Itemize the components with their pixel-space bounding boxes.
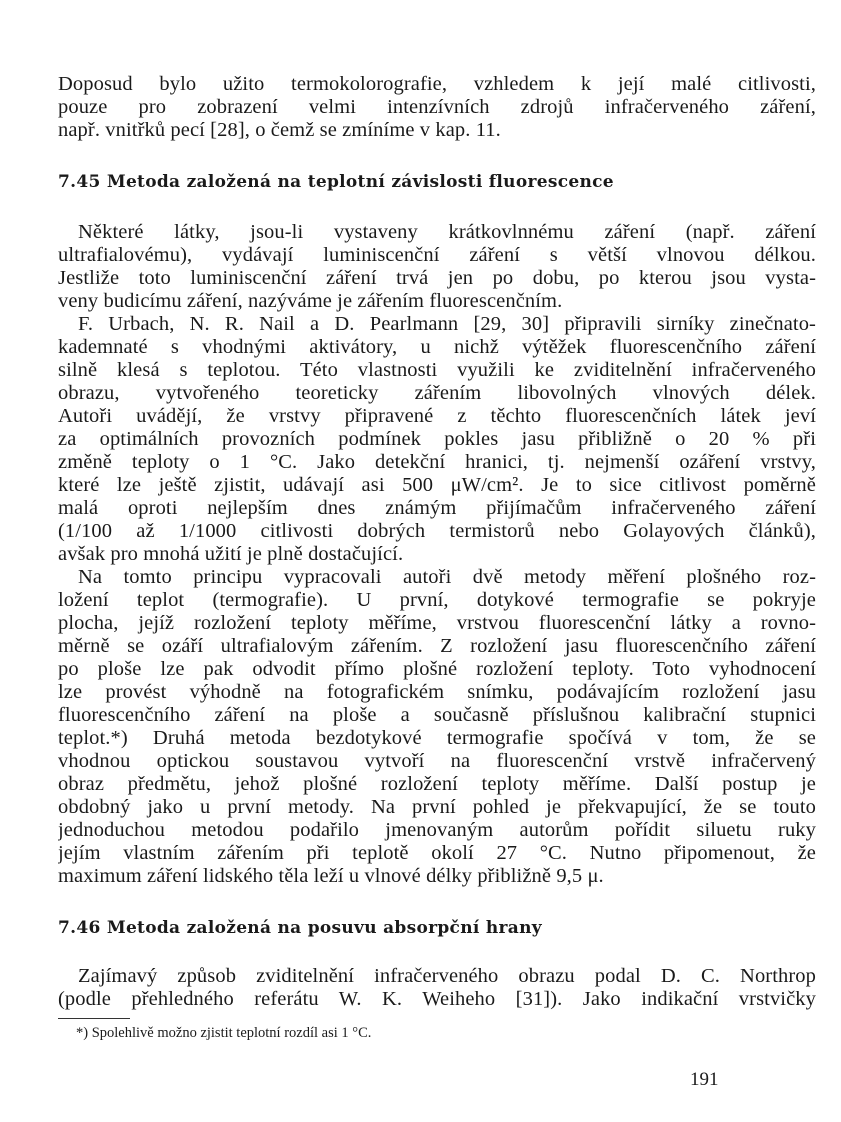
text-line: měrně se ozáří ultrafialovým zářením. Z rozložení jasu fluorescenčního záření <box>58 635 816 657</box>
text-line: jejím vlastním zářením při teplotě okolí 27 °C. Nutno připomenout, že <box>58 842 816 864</box>
text-line: které lze ještě zjistit, udávají asi 500 μW/cm². Je to sice citlivost poměrně <box>58 474 816 496</box>
text-line: fluorescenčního záření na ploše a současně příslušnou kalibrační stupnici <box>58 704 816 726</box>
section-heading-7-46: 7.46 Metoda založená na posuvu absorpční hrany <box>58 918 542 938</box>
text-line: Doposud bylo užito termokolorografie, vzhledem k její malé citlivosti, <box>58 73 816 95</box>
text-line: jednoduchou metodou podařilo jmenovaným autorům pořídit siluetu ruky <box>58 819 816 841</box>
text-line: ultrafialovému), vydávají luminiscenční záření s větší vlnovou délkou. <box>58 244 816 266</box>
text-line: změně teploty o 1 °C. Jako detekční hranici, tj. nejmenší ozáření vrstvy, <box>58 451 816 473</box>
text-line: obdobný jako u první metody. Na první pohled je překvapující, že se touto <box>58 796 816 818</box>
text-line: např. vnitřků pecí [28], o čemž se zmíníme v kap. 11. <box>58 119 501 141</box>
text-line: vhodnou optickou soustavou vytvoří na fluorescenční vrstvě infračervený <box>58 750 816 772</box>
text-line: Autoři uvádějí, že vrstvy připravené z těchto fluorescenčních látek jeví <box>58 405 816 427</box>
text-line: Na tomto principu vypracovali autoři dvě metody měření plošného roz- <box>78 566 816 588</box>
text-line: Jestliže toto luminiscenční záření trvá jen po dobu, po kterou jsou vysta- <box>58 267 816 289</box>
text-line: silně klesá s teplotou. Této vlastnosti využili ke zviditelnění infračerveného <box>58 359 816 381</box>
page-number: 191 <box>690 1069 719 1090</box>
text-line: Některé látky, jsou-li vystaveny krátkovlnnému záření (např. záření <box>78 221 816 243</box>
text-line: maximum záření lidského těla leží u vlnové délky přibližně 9,5 μ. <box>58 865 604 887</box>
footnote: *) Spolehlivě možno zjistit teplotní rozdíl asi 1 °C. <box>76 1025 372 1041</box>
text-line: po ploše lze pak odvodit přímo plošné rozložení teploty. Toto vyhodnocení <box>58 658 816 680</box>
text-line: ložení teplot (termografie). U první, dotykové termografie se pokryje <box>58 589 816 611</box>
text-line: pouze pro zobrazení velmi intenzívních zdrojů infračerveného záření, <box>58 96 816 118</box>
text-line: lze provést výhodně na fotografickém snímku, podávajícím rozložení jasu <box>58 681 816 703</box>
text-line: malá oproti nejlepším dnes známým přijímačům infračerveného záření <box>58 497 816 519</box>
text-line: kademnaté s vhodnými aktivátory, u nichž výtěžek fluorescenčního záření <box>58 336 816 358</box>
text-line: obrazu, vytvořeného teoreticky zářením libovolných vlnových délek. <box>58 382 816 404</box>
text-line: teplot.*) Druhá metoda bezdotykové termografie spočívá v tom, že se <box>58 727 816 749</box>
text-line: obraz předmětu, jehož plošné rozložení teploty měříme. Další postup je <box>58 773 816 795</box>
text-line: avšak pro mnohá užití je plně dostačující. <box>58 543 404 565</box>
text-line: (1/100 až 1/1000 citlivosti dobrých termistorů nebo Golayových článků), <box>58 520 816 542</box>
text-line: veny budicímu záření, nazýváme je zářením fluorescenčním. <box>58 290 563 312</box>
footnote-divider <box>58 1018 130 1019</box>
text-line: plocha, jejíž rozložení teploty měříme, vrstvou fluorescenční látky a rovno- <box>58 612 816 634</box>
section-heading-7-45: 7.45 Metoda založená na teplotní závislosti fluorescence <box>58 172 614 192</box>
text-line: F. Urbach, N. R. Nail a D. Pearlmann [29, 30] připravili sirníky zinečnato- <box>78 313 816 335</box>
text-line: Zajímavý způsob zviditelnění infračerveného obrazu podal D. C. Northrop <box>78 965 816 987</box>
text-line: (podle přehledného referátu W. K. Weiheho [31]). Jako indikační vrstvičky <box>58 988 816 1010</box>
text-line: za optimálních provozních podmínek pokles jasu přibližně o 20 % při <box>58 428 816 450</box>
